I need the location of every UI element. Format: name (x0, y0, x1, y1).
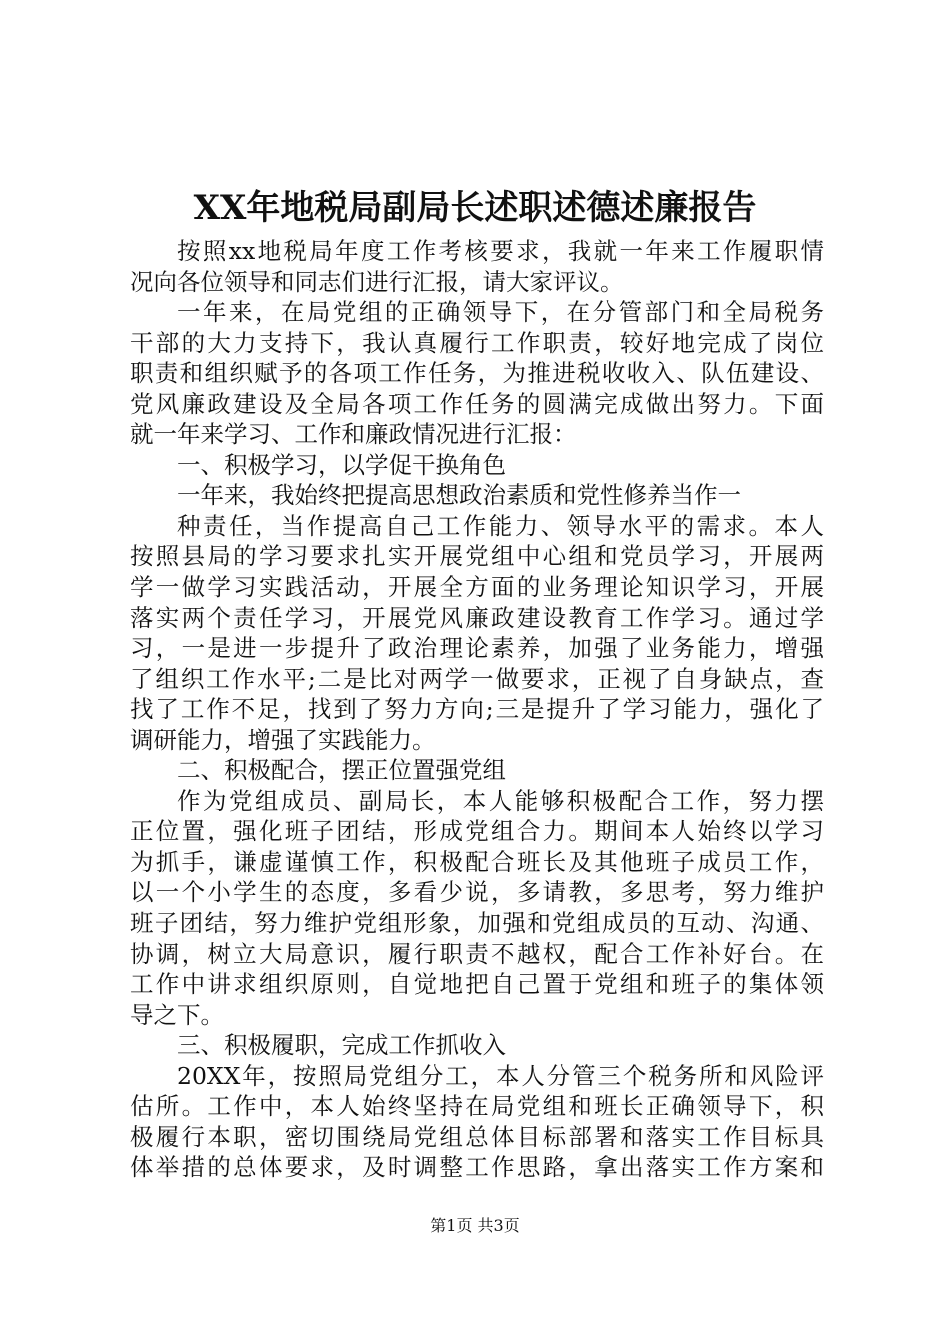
text-line: 20XX年，按照局党组分工，本人分管三个税务所和风险评 (177, 1061, 824, 1090)
text-line: 学一做学习实践活动，开展全方面的业务理论知识学习，开展 (130, 573, 824, 602)
text-line: 作为党组成员、副局长，本人能够积极配合工作，努力摆 (177, 786, 824, 815)
text-line: 就一年来学习、工作和廉政情况进行汇报： (130, 420, 577, 449)
text-line: 一年来，在局党组的正确领导下，在分管部门和全局税务 (177, 298, 824, 327)
text-line: 为抓手，谦虚谨慎工作，积极配合班长及其他班子成员工作， (130, 847, 824, 876)
text-line: 落实两个责任学习，开展党风廉政建设教育工作学习。通过学 (130, 603, 824, 632)
text-line: 职责和组织赋予的各项工作任务，为推进税收收入、队伍建设、 (130, 359, 824, 388)
text-line: 估所。工作中，本人始终坚持在局党组和班长正确领导下，积 (130, 1092, 824, 1121)
document-body (130, 236, 824, 1183)
text-line: 二、积极配合，摆正位置强党组 (177, 756, 506, 785)
page-footer: 第1页 共3页 (430, 1216, 520, 1235)
text-line: 导之下。 (130, 1000, 224, 1029)
document-title: XX年地税局副局长述职述德述廉报告 (193, 188, 757, 228)
text-line: 习，一是进一步提升了政治理论素养，加强了业务能力，增强 (130, 634, 824, 663)
text-line: 种责任，当作提高自己工作能力、领导水平的需求。本人 (177, 511, 824, 540)
text-line: 工作中讲求组织原则，自觉地把自己置于党组和班子的集体领 (130, 970, 824, 999)
text-line: 按照县局的学习要求扎实开展党组中心组和党员学习，开展两 (130, 542, 824, 571)
text-line: 调研能力，增强了实践能力。 (130, 725, 436, 754)
text-line: 一、积极学习，以学促干换角色 (177, 450, 506, 479)
text-line: 正位置，强化班子团结，形成党组合力。期间本人始终以学习 (130, 817, 824, 846)
text-line: 了组织工作水平;二是比对两学一做要求，正视了自身缺点，查 (130, 664, 824, 693)
text-line: 一年来，我始终把提高思想政治素质和党性修养当作一 (177, 481, 741, 510)
text-line: 班子团结，努力维护党组形象，加强和党组成员的互动、沟通、 (130, 909, 824, 938)
text-line: 找了工作不足，找到了努力方向;三是提升了学习能力，强化了 (130, 695, 824, 724)
text-line: 干部的大力支持下，我认真履行工作职责，较好地完成了岗位 (130, 328, 824, 357)
text-line: 况向各位领导和同志们进行汇报，请大家评议。 (130, 267, 624, 296)
text-line: 三、积极履职，完成工作抓收入 (177, 1031, 506, 1060)
text-line: 以一个小学生的态度，多看少说，多请教，多思考，努力维护 (130, 878, 824, 907)
text-line: 协调，树立大局意识，履行职责不越权，配合工作补好台。在 (130, 939, 824, 968)
text-line: 按照xx地税局年度工作考核要求，我就一年来工作履职情 (177, 237, 824, 265)
text-line: 极履行本职，密切围绕局党组总体目标部署和落实工作目标具 (130, 1122, 824, 1151)
text-line: 体举措的总体要求，及时调整工作思路，拿出落实工作方案和 (130, 1153, 824, 1182)
text-line: 党风廉政建设及全局各项工作任务的圆满完成做出努力。下面 (130, 389, 824, 418)
